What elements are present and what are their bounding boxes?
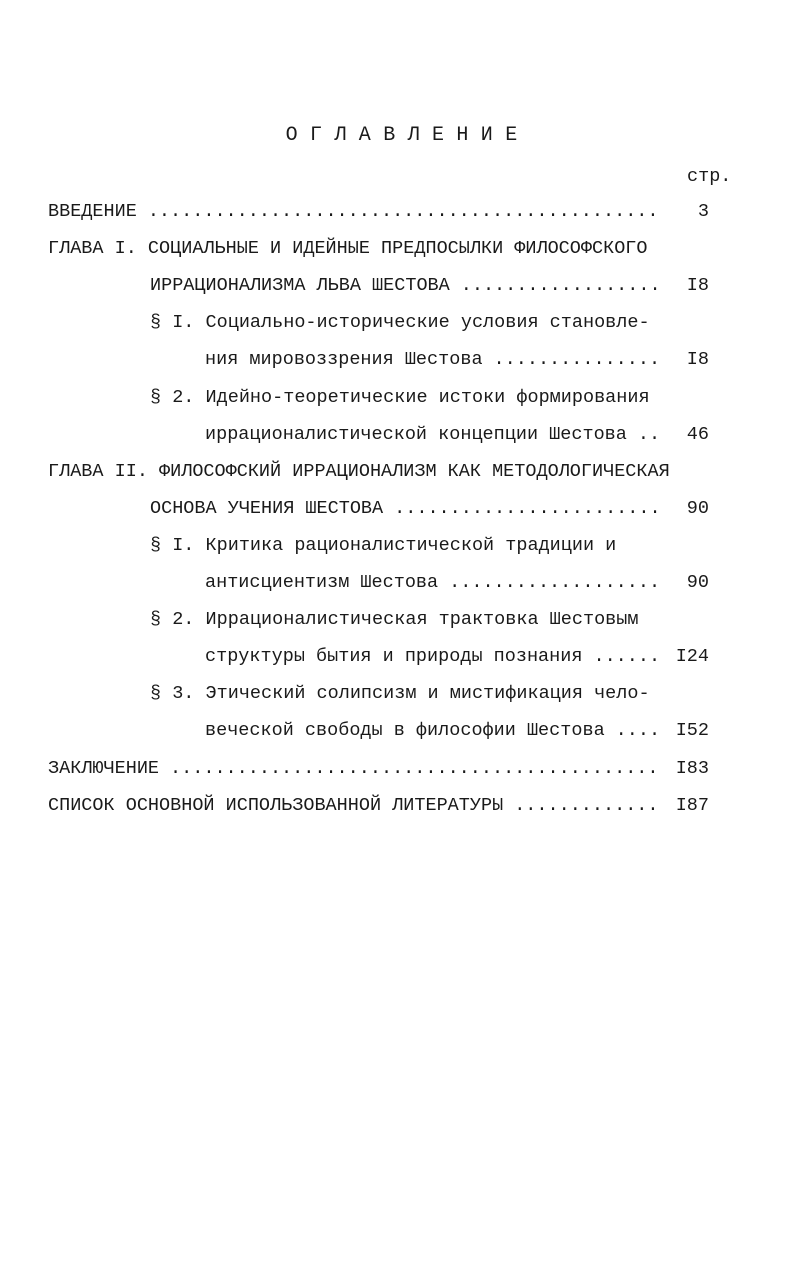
- toc-line: [0, 345, 797, 375]
- toc-entry-text: ВВЕДЕНИЕ: [48, 201, 137, 222]
- toc-page-number: 90: [686, 497, 709, 519]
- toc-entry-text: § 2. Идейно-теоретические истоки формирования: [150, 386, 650, 408]
- toc-page-number: 46: [686, 423, 709, 445]
- dot-leader: [616, 716, 663, 746]
- toc-line: [0, 308, 797, 338]
- toc-line: [0, 642, 797, 672]
- toc-page-number: I87: [675, 794, 709, 816]
- toc-entry-text: § 2. Иррационалистическая трактовка Шестовым: [150, 609, 639, 631]
- toc-line: [0, 383, 797, 413]
- toc-entry-text: § I. Социально-исторические условия становле-: [150, 312, 650, 334]
- dot-leader: [394, 494, 663, 524]
- toc-line: [0, 754, 797, 784]
- toc-entry-text: ОСНОВА УЧЕНИЯ ШЕСТОВА: [150, 497, 384, 519]
- toc-line: [0, 716, 797, 746]
- toc-entry-text: ния мировоззрения Шестова: [205, 349, 483, 371]
- toc-entry-text: ГЛАВА I. СОЦИАЛЬНЫЕ И ИДЕЙНЫЕ ПРЕДПОСЫЛКИ ФИЛОСОФСКОГО: [48, 238, 648, 260]
- toc-page-number: 3: [697, 201, 709, 222]
- toc-title: О Г Л А В Л Е Н И Е: [285, 124, 518, 147]
- dot-leader: [148, 197, 663, 227]
- toc-entry-text: веческой свободы в философии Шестова: [205, 720, 605, 742]
- toc-entry-text: структуры бытия и природы познания: [205, 646, 583, 668]
- dot-leader: [593, 642, 663, 672]
- dot-leader: [461, 271, 663, 301]
- toc-entry-text: ГЛАВА II. ФИЛОСОФСКИЙ ИРРАЦИОНАЛИЗМ КАК МЕТОДОЛОГИЧЕСКАЯ: [48, 460, 670, 482]
- toc-line: [0, 568, 797, 598]
- dot-leader: [449, 568, 663, 598]
- toc-entry-text: § 3. Этический солипсизм и мистификация чело-: [150, 683, 650, 705]
- dot-leader: [638, 420, 663, 450]
- toc-entry-text: иррационалистической концепции Шестова: [205, 423, 627, 445]
- toc-line: [0, 605, 797, 635]
- dot-leader: [494, 345, 663, 375]
- dot-leader: [170, 754, 663, 784]
- toc-page-number: I8: [686, 349, 709, 371]
- toc-line: [0, 420, 797, 450]
- toc-line: [0, 494, 797, 524]
- toc-page-number: I8: [686, 275, 709, 297]
- toc-page-number: I52: [675, 720, 709, 742]
- toc-line: [0, 271, 797, 301]
- toc-line: [0, 679, 797, 709]
- toc-line: [0, 791, 797, 821]
- toc-entry-text: ИРРАЦИОНАЛИЗМА ЛЬВА ШЕСТОВА: [150, 275, 450, 297]
- toc-page-number: I24: [675, 646, 709, 668]
- toc-entry-text: ЗАКЛЮЧЕНИЕ: [48, 757, 160, 779]
- toc-page-number: 90: [686, 572, 709, 593]
- toc-line: [0, 197, 797, 227]
- toc-entry-text: антисциентизм Шестова: [205, 572, 439, 593]
- toc-entry-text: § I. Критика рационалистической традиции и: [150, 534, 617, 556]
- toc-line: [0, 234, 797, 264]
- toc-entry-text: СПИСОК ОСНОВНОЙ ИСПОЛЬЗОВАННОЙ ЛИТЕРАТУРЫ: [48, 794, 504, 816]
- toc-page-number: I83: [675, 757, 709, 779]
- toc-line: [0, 457, 797, 487]
- toc-line: [0, 531, 797, 561]
- page-column-label: стр.: [687, 166, 732, 187]
- dot-leader: [514, 791, 663, 821]
